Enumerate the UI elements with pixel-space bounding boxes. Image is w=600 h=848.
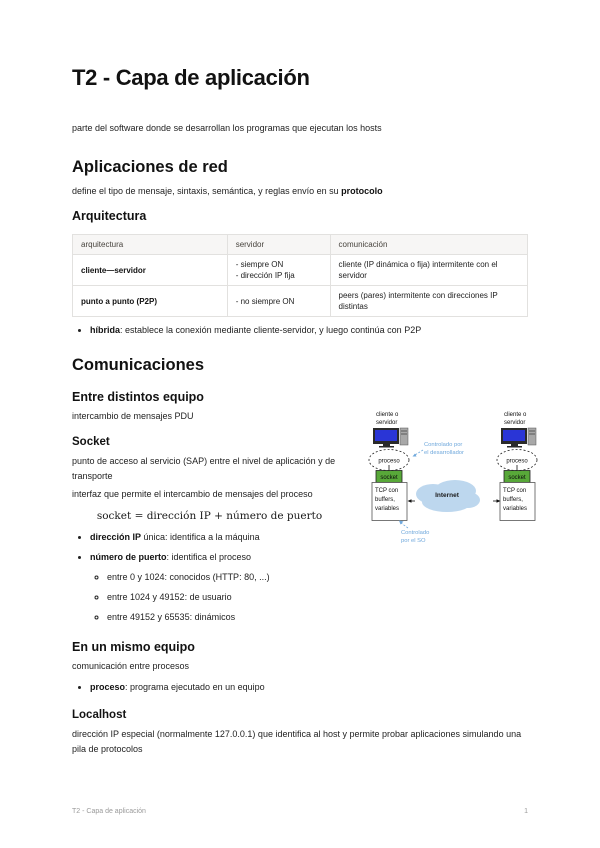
page-subtitle: parte del software donde se desarrollan los programas que ejecutan los hosts: [72, 123, 382, 133]
socket-heading: Socket: [72, 436, 110, 448]
aplicaciones-intro-text: define el tipo de mensaje, sintaxis, semántica, y reglas envío en su: [72, 186, 342, 196]
entre-distintos-heading: Entre distintos equipo: [72, 390, 204, 404]
process-label: proceso: [378, 458, 400, 465]
internet-label: Internet: [435, 492, 459, 499]
annotation-os-line1: Controlado: [401, 530, 430, 536]
aplicaciones-intro: [72, 184, 528, 199]
hibrida-list: [72, 324, 528, 337]
comm-arrow-left: [408, 499, 416, 502]
numero-puerto-text: : identifica el proceso: [166, 552, 252, 562]
localhost-heading: Localhost: [72, 709, 127, 721]
cell-arquitectura: punto a punto (P2P): [73, 286, 228, 317]
socket-box: [376, 471, 402, 483]
direccion-ip-term: dirección IP: [90, 532, 142, 542]
tcp-line3: variables: [375, 506, 400, 512]
comm-arrow-right: [493, 499, 501, 502]
list-item-proceso: [90, 681, 528, 694]
tcp-line2: buffers,: [375, 497, 395, 503]
mismo-equipo-heading: En un mismo equipo: [72, 640, 195, 654]
cell-servidor: [227, 255, 330, 286]
column-header-arquitectura: arquitectura: [73, 235, 228, 255]
host-left: [369, 412, 409, 521]
host-label-line1: cliente o: [376, 412, 399, 418]
direccion-ip-text: única: identifica a la máquina: [141, 532, 260, 542]
tcp-box: [500, 483, 535, 521]
page-title: T2 - Capa de aplicación: [72, 65, 310, 90]
proceso-text: : programa ejecutado en un equipo: [125, 682, 265, 692]
computer-icon: [501, 428, 536, 448]
host-label-line2: servidor: [376, 420, 398, 426]
host-right: [497, 412, 537, 521]
annotation-os: [399, 521, 429, 545]
table-header-row: [73, 235, 528, 255]
section-comunicaciones-heading: Comunicaciones: [72, 356, 205, 374]
cell-arquitectura: cliente—servidor: [73, 255, 228, 286]
socket-diagram: [363, 404, 545, 552]
tcp-line2: buffers,: [503, 497, 523, 503]
annotation-developer: [413, 442, 465, 457]
host-label-line1: cliente o: [504, 412, 527, 418]
cell-servidor-line: - no siempre ON: [235, 296, 295, 306]
cell-servidor-line: - siempre ON: [235, 260, 284, 269]
page-footer: [72, 808, 528, 815]
footer-page-number: 1: [524, 808, 528, 815]
arquitectura-heading: Arquitectura: [72, 209, 147, 223]
mismo-equipo-intro: comunicación entre procesos: [72, 661, 190, 671]
socket-box-label: socket: [508, 475, 526, 481]
host-label-line2: servidor: [504, 420, 526, 426]
socket-paragraph-sap: punto de acceso al servicio (SAP) entre el nivel de aplicación y de transporte: [72, 456, 336, 481]
annotation-os-line2: por el SO: [401, 538, 426, 544]
internet-cloud: [416, 480, 480, 512]
aplicaciones-intro-bold: protocolo: [341, 186, 383, 196]
hibrida-text: : establece la conexión mediante cliente-servidor, y luego continúa con P2P: [120, 325, 422, 335]
list-item-port-conocidos: ◦ entre 0 y 1024: conocidos (HTTP: 80, ...): [107, 571, 528, 584]
table-row: [73, 286, 528, 317]
list-item-numero-puerto: [90, 551, 528, 624]
list-item-hibrida: [90, 324, 528, 337]
tcp-box: [372, 483, 407, 521]
socket-box-label: socket: [380, 475, 398, 481]
annotation-os-arrow: [401, 523, 408, 528]
cell-servidor-line: - dirección IP fija: [235, 271, 295, 280]
column-header-servidor: servidor: [227, 235, 330, 255]
table-row: [73, 255, 528, 286]
column-header-comunicacion: comunicación: [330, 235, 527, 255]
annotation-developer-arrow: [415, 450, 423, 455]
annotation-developer-line2: el desarrollador: [424, 450, 464, 456]
section-aplicaciones-heading: Aplicaciones de red: [72, 158, 228, 176]
numero-puerto-term: número de puerto: [90, 552, 167, 562]
cell-comunicacion: peers (pares) intermitente con direcciones IP distintas: [330, 286, 527, 317]
arquitectura-table: [72, 234, 528, 317]
hibrida-term: híbrida: [90, 325, 121, 335]
annotation-developer-line1: Controlado por: [424, 442, 463, 448]
footer-document-title: T2 - Capa de aplicación: [72, 808, 146, 815]
proceso-list: [72, 681, 528, 694]
list-item-port-dinamicos: ◦ entre 49152 y 65535: dinámicos: [107, 611, 528, 624]
tcp-line1: TCP con: [375, 488, 399, 494]
proceso-term: proceso: [90, 682, 126, 692]
socket-paragraph-interfaz: interfaz que permite el intercambio de mensajes del proceso: [72, 489, 313, 499]
socket-box: [504, 471, 530, 483]
entre-distintos-intro: intercambio de mensajes PDU: [72, 411, 194, 421]
localhost-paragraph: dirección IP especial (normalmente 127.0.0.1) que identifica al host y permite probar aplicaciones simulando una pila de protocolos: [72, 729, 522, 754]
cell-comunicacion: cliente (IP dinámica o fija) intermitente con el servidor: [330, 255, 527, 286]
computer-icon: [373, 428, 408, 448]
process-label: proceso: [506, 458, 528, 465]
tcp-line1: TCP con: [503, 488, 527, 494]
port-range-list: [90, 571, 528, 624]
socket-formula: socket = dirección IP + número de puerto: [96, 510, 323, 522]
tcp-line3: variables: [503, 506, 528, 512]
cell-servidor: [227, 286, 330, 317]
list-item-port-usuario: ◦ entre 1024 y 49152: de usuario: [107, 591, 528, 604]
